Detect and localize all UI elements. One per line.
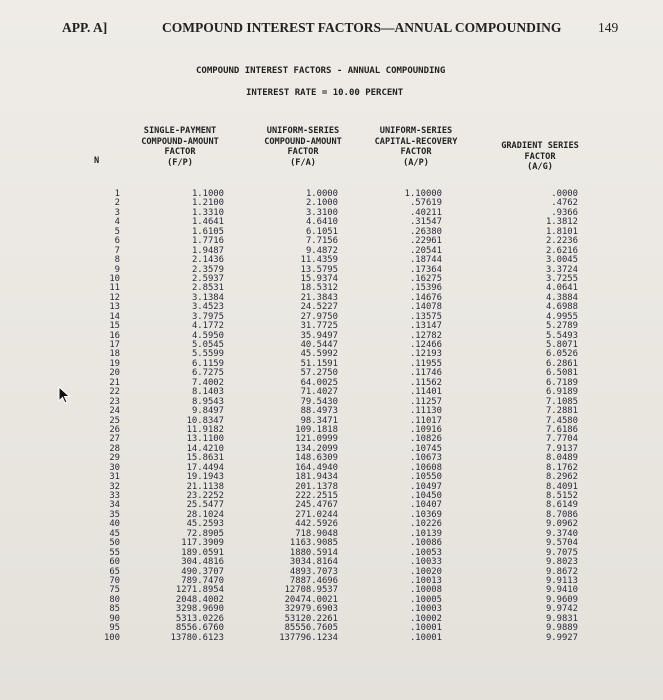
table-cell: .10139 [409,528,442,539]
table-cell: 90 [109,613,120,624]
table-cell: 7.9137 [545,443,578,454]
table-cell: 2.1000 [305,198,338,209]
table-cell: 14 [109,311,120,322]
table-cell: .9366 [551,207,578,218]
table-cell: 11.9182 [186,424,224,435]
table-cell: .10020 [409,566,442,577]
table-cell: 17 [109,340,120,350]
table-cell: 1.0000 [305,189,338,199]
table-cell: 7 [114,245,120,256]
table-cell: 134.2099 [295,443,338,454]
table-cell: 95 [109,623,120,634]
table-cell: 6.0526 [545,349,578,360]
table-cell: .16275 [409,273,442,284]
column-header-ap: UNIFORM-SERIES CAPITAL-RECOVERY FACTOR (A/P) [374,126,458,168]
table-cell: 9.8023 [545,557,578,568]
table-cell: 31.7725 [300,321,338,332]
table-cell: 70 [109,575,120,586]
table-cell: 21.1138 [186,481,224,492]
table-cell: 40 [109,519,120,530]
table-cell: 3.3100 [305,207,338,218]
table-cell: 6.5081 [545,368,578,379]
mouse-pointer-icon [58,386,72,404]
table-cell: 5 [114,226,120,237]
table-cell: 490.3707 [181,566,224,577]
table-cell: 55 [109,547,120,558]
table-cell: 7.1085 [545,396,578,407]
table-cell: 9.9742 [545,604,578,615]
interest-rate-line: INTEREST RATE = 10.00 PERCENT [246,88,404,98]
table-cell: 7.7704 [545,434,578,445]
table-cell: 19 [109,358,120,369]
table-cell: 27.9750 [300,311,338,322]
table-cell: 45.5992 [300,349,338,360]
table-cell: .57619 [409,198,442,209]
table-cell: 85556.7605 [284,623,338,634]
table-cell: .11562 [409,377,442,388]
table-cell: .0000 [551,189,578,199]
table-cell: 5313.0226 [175,613,224,624]
table-cell: 7.4002 [191,377,224,388]
column-header-ag: GRADIENT SERIES FACTOR (A/G) [501,141,579,172]
table-cell: 8.4091 [545,481,578,492]
table-cell: 29 [109,453,120,464]
column-header-fa: UNIFORM-SERIES COMPOUND-AMOUNT FACTOR (F/A) [264,126,342,168]
table-cell: 34 [109,500,120,511]
table-cell: 19.1943 [186,472,224,483]
table-cell: 51.1591 [300,358,338,369]
table-cell: 11.4359 [300,255,338,266]
table-cell: 8.6149 [545,500,578,511]
table-cell: 8556.6760 [175,623,224,634]
table-cell: .10013 [409,575,442,586]
table-cell: .10497 [409,481,442,492]
table-cell: 4.5950 [191,330,224,341]
table-cell: 64.0025 [300,377,338,388]
table-cell: 1.1000 [191,189,224,199]
table-cell: 6.7189 [545,377,578,388]
table-cell: 71.4027 [300,387,338,398]
table-cell: .22961 [409,236,442,247]
table-cell: 30 [109,462,120,473]
table-cell: 9.9831 [545,613,578,624]
table-cell: .10086 [409,538,442,549]
table-cell: 181.9434 [295,472,338,483]
table-cell: 72.8905 [186,528,224,539]
table-cell: 25 [109,415,120,426]
table-cell: .10450 [409,491,442,501]
table-cell: 45 [109,528,120,539]
table-cell: .11955 [409,358,442,369]
table-cell: .10008 [409,585,442,596]
table-cell: .20541 [409,245,442,256]
column-ag [500,190,578,643]
table-cell: 75 [109,585,120,596]
column-fp [150,190,224,643]
table-cell: .13575 [409,311,442,322]
table-cell: 1880.5914 [289,547,338,558]
table-cell: 3.4523 [191,302,224,313]
table-cell: 3034.8164 [289,557,338,568]
table-cell: 9.5704 [545,538,578,549]
table-cell: 1271.8954 [175,585,224,596]
column-fa [258,190,338,643]
table-cell: 718.9048 [295,528,338,539]
table-cell: 3.0045 [545,255,578,266]
table-cell: 9 [114,264,120,275]
table-cell: 26 [109,424,120,435]
table-cell: 789.7470 [181,575,224,586]
table-cell: 8 [114,255,120,266]
table-cell: 16 [109,330,120,341]
table-cell: 27 [109,434,120,445]
table-cell: .10002 [409,613,442,624]
table-cell: .10369 [409,509,442,520]
table-cell: 9.0962 [545,519,578,530]
table-cell: 24.5227 [300,302,338,313]
table-cell: 5.5599 [191,349,224,360]
table-cell: 7.2881 [545,406,578,417]
table-cell: 8.1403 [191,387,224,398]
table-cell: .10001 [409,623,442,634]
table-cell: 23.2252 [186,491,224,501]
table-cell: 1.10000 [404,189,442,199]
table-cell: 18 [109,349,120,360]
table-cell: 6.9189 [545,387,578,398]
table-cell: 3298.9690 [175,604,224,615]
table-cell: 6 [114,236,120,247]
table-cell: 2.3579 [191,264,224,275]
table-cell: 14.4210 [186,443,224,454]
table-cell: 2.8531 [191,283,224,294]
table-cell: .10053 [409,547,442,558]
table-cell: 35 [109,509,120,520]
table-cell: .4762 [551,198,578,209]
table-cell: .10033 [409,557,442,568]
table-cell: 6.1051 [305,226,338,237]
table-cell: 1.3812 [545,217,578,228]
table-cell: .15396 [409,283,442,294]
table-cell: 8.2962 [545,472,578,483]
table-cell: 57.2750 [300,368,338,379]
table-cell: .17364 [409,264,442,275]
table-cell: .10407 [409,500,442,511]
table-cell: 32 [109,481,120,492]
table-cell: 2048.4002 [175,594,224,605]
table-cell: 10.8347 [186,415,224,426]
table-cell: 9.9410 [545,585,578,596]
table-cell: 117.3909 [181,538,224,549]
table-cell: 22 [109,387,120,398]
table-cell: 20474.0021 [284,594,338,605]
table-cell: .11746 [409,368,442,379]
table-cell: 2 [114,198,120,209]
table-cell: 17.4494 [186,462,224,473]
table-cell: 148.6309 [295,453,338,464]
table-cell: 11 [109,283,120,294]
table-cell: 164.4940 [295,462,338,473]
table-cell: 6.1159 [191,358,224,369]
page-number: 149 [598,20,619,35]
table-cell: 1 [114,189,120,199]
table-cell: 65 [109,566,120,577]
table-cell: 28.1024 [186,509,224,520]
table-cell: 245.4767 [295,500,338,511]
table-cell: 100 [103,632,120,643]
table-cell: 85 [109,604,120,615]
table-cell: 3.3724 [545,264,578,275]
table-cell: 109.1818 [295,424,338,435]
table-cell: 80 [109,594,120,605]
table-cell: 7887.4696 [289,575,338,586]
table-cell: 3.1384 [191,292,224,303]
table-cell: 2.6216 [545,245,578,256]
table-cell: 35.9497 [300,330,338,341]
table-cell: 9.9609 [545,594,578,605]
table-cell: 9.9889 [545,623,578,634]
table-cell: .11401 [409,387,442,398]
table-cell: 1.7716 [191,236,224,247]
table-cell: 7.6186 [545,424,578,435]
table-cell: .12782 [409,330,442,341]
column-header-n: N [94,156,100,166]
table-cell: 5.2789 [545,321,578,332]
table-cell: 12708.9537 [284,585,338,596]
table-cell: 5.5493 [545,330,578,341]
table-cell: 8.0489 [545,453,578,464]
table-cell: 32979.6903 [284,604,338,615]
table-cell: 1.6105 [191,226,224,237]
table-cell: 31 [109,472,120,483]
appendix-label: APP. A] [62,20,108,35]
table-cell: 1.9487 [191,245,224,256]
table-cell: .10005 [409,594,442,605]
table-cell: 4.0641 [545,283,578,294]
table-cell: .10226 [409,519,442,530]
table-cell: 1.8101 [545,226,578,237]
table-cell: .12193 [409,349,442,360]
table-cell: 9.4872 [305,245,338,256]
table-cell: .10673 [409,453,442,464]
table-cell: 8.5152 [545,491,578,501]
table-cell: .11257 [409,396,442,407]
table-cell: 9.3740 [545,528,578,539]
table-cell: .12466 [409,340,442,350]
table-cell: .10608 [409,462,442,473]
table-cell: 4893.7073 [289,566,338,577]
table-cell: 88.4973 [300,406,338,417]
table-cell: 60 [109,557,120,568]
table-cell: .10003 [409,604,442,615]
table-cell: 10 [109,273,120,284]
table-cell: 3 [114,207,120,218]
table-cell: .13147 [409,321,442,332]
table-cell: .14676 [409,292,442,303]
table-cell: 20 [109,368,120,379]
table-cell: .11130 [409,406,442,417]
table-cell: 121.0999 [295,434,338,445]
table-title: COMPOUND INTEREST FACTORS - ANNUAL COMPOUNDING [196,66,446,76]
table-cell: 4.1772 [191,321,224,332]
table-cell: .26380 [409,226,442,237]
column-n [86,190,120,643]
table-cell: 1163.9085 [289,538,338,549]
table-cell: 1.2100 [191,198,224,209]
table-cell: 7.4580 [545,415,578,426]
table-cell: 79.5430 [300,396,338,407]
table-cell: 201.1378 [295,481,338,492]
table-cell: 50 [109,538,120,549]
page-title: COMPOUND INTEREST FACTORS—ANNUAL COMPOUNDING [162,20,562,35]
table-cell: 45.2593 [186,519,224,530]
table-cell: 40.5447 [300,340,338,350]
table-cell: 12 [109,292,120,303]
table-cell: 9.9927 [545,632,578,643]
table-cell: 3.7975 [191,311,224,322]
table-cell: 5.0545 [191,340,224,350]
table-cell: 9.9113 [545,575,578,586]
table-cell: 4.3884 [545,292,578,303]
column-header-fp: SINGLE-PAYMENT COMPOUND-AMOUNT FACTOR (F/P) [141,126,219,168]
table-cell: 7.7156 [305,236,338,247]
table-cell: .10826 [409,434,442,445]
table-cell: 25.5477 [186,500,224,511]
table-cell: 13780.6123 [170,632,224,643]
table-cell: 4 [114,217,120,228]
table-cell: 5.8071 [545,340,578,350]
table-cell: 9.7075 [545,547,578,558]
table-cell: 21.3843 [300,292,338,303]
table-cell: 6.2861 [545,358,578,369]
table-cell: 222.2515 [295,491,338,501]
table-cell: 2.1436 [191,255,224,266]
table-cell: 15 [109,321,120,332]
table-cell: 271.0244 [295,509,338,520]
table-cell: .10916 [409,424,442,435]
table-cell: 13.1100 [186,434,224,445]
table-cell: .14078 [409,302,442,313]
table-cell: .40211 [409,207,442,218]
table-cell: 1.4641 [191,217,224,228]
table-cell: .10001 [409,632,442,643]
table-cell: 53120.2261 [284,613,338,624]
table-cell: 304.4816 [181,557,224,568]
table-cell: 4.9955 [545,311,578,322]
table-cell: .11017 [409,415,442,426]
table-cell: 98.3471 [300,415,338,426]
table-cell: 24 [109,406,120,417]
table-cell: .31547 [409,217,442,228]
table-cell: .10550 [409,472,442,483]
table-cell: 28 [109,443,120,454]
table-cell: 4.6988 [545,302,578,313]
table-cell: 189.0591 [181,547,224,558]
table-cell: 3.7255 [545,273,578,284]
table-cell: 15.9374 [300,273,338,284]
table-cell: 442.5926 [295,519,338,530]
table-cell: 137796.1234 [279,632,338,643]
table-cell: 13.5795 [300,264,338,275]
table-cell: .18744 [409,255,442,266]
table-cell: 2.2236 [545,236,578,247]
table-cell: 8.7086 [545,509,578,520]
table-cell: 4.6410 [305,217,338,228]
column-ap [384,190,442,643]
table-cell: 13 [109,302,120,313]
table-cell: 6.7275 [191,368,224,379]
table-cell: .10745 [409,443,442,454]
table-cell: 2.5937 [191,273,224,284]
table-cell: 23 [109,396,120,407]
table-cell: 33 [109,491,120,501]
table-cell: 15.8631 [186,453,224,464]
table-cell: 21 [109,377,120,388]
table-cell: 8.9543 [191,396,224,407]
table-cell: 18.5312 [300,283,338,294]
table-cell: 9.8497 [191,406,224,417]
table-cell: 9.8672 [545,566,578,577]
table-cell: 8.1762 [545,462,578,473]
table-cell: 1.3310 [191,207,224,218]
